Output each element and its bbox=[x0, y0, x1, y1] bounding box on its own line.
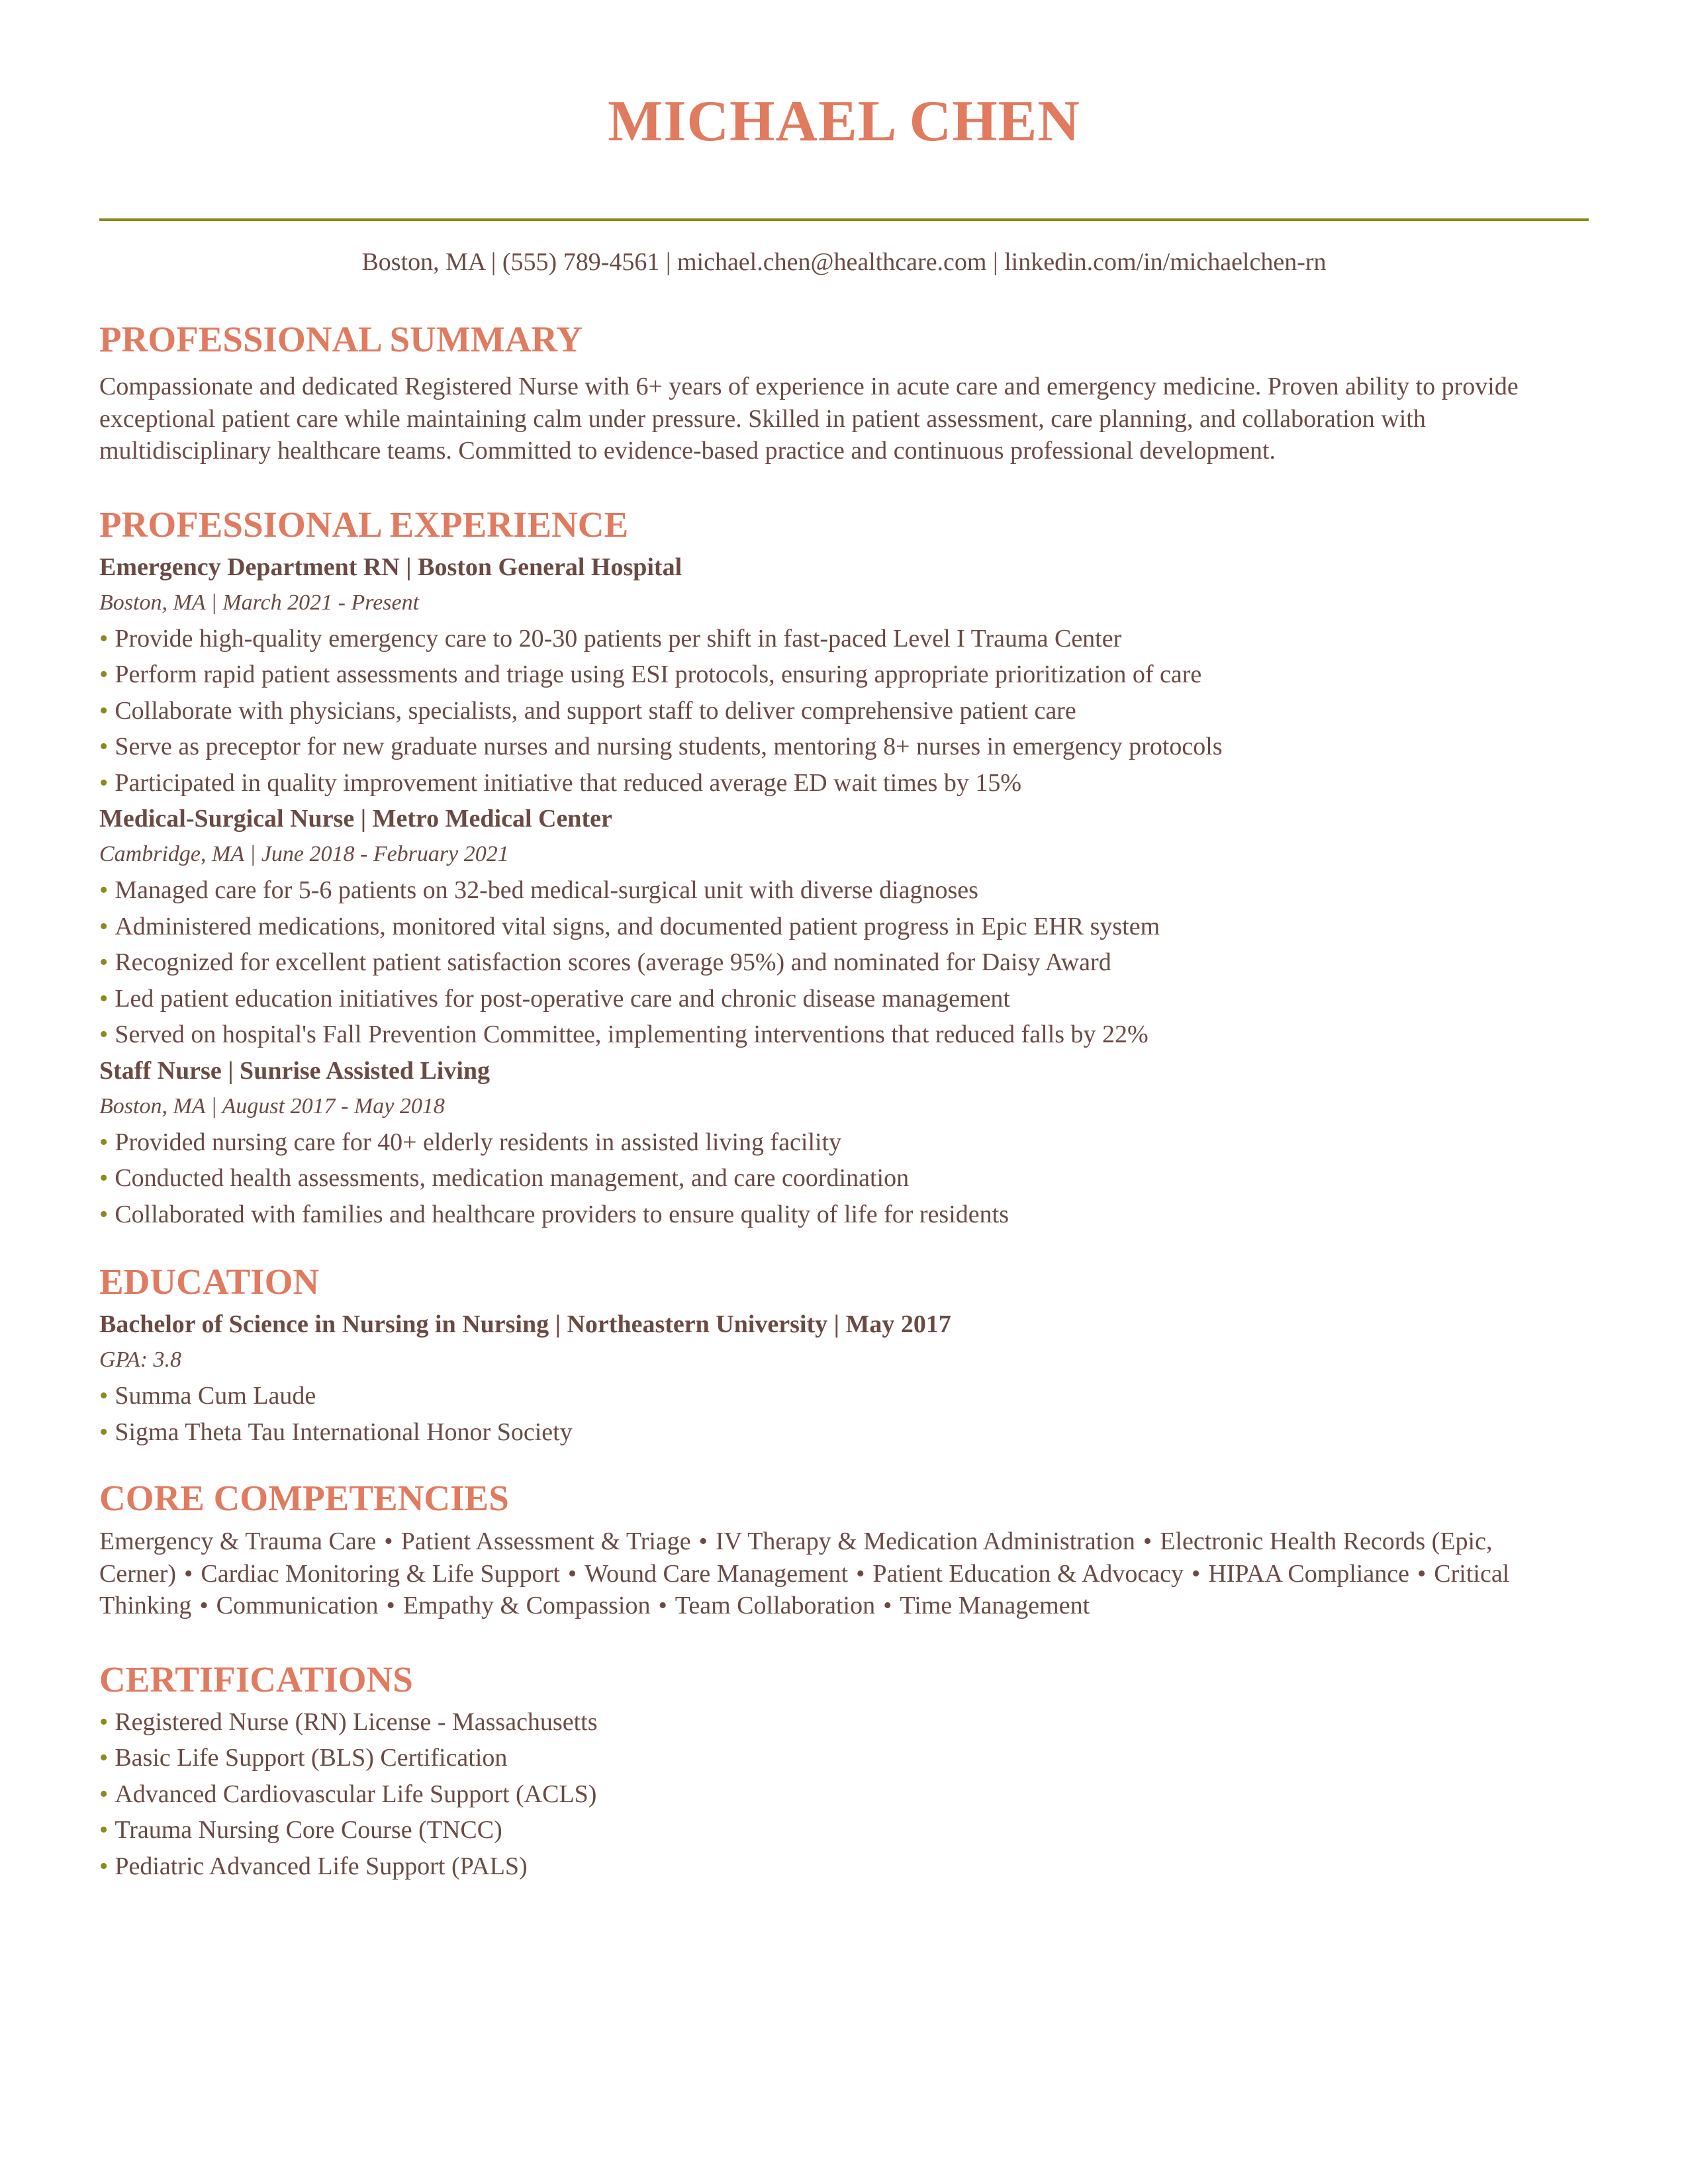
candidate-name: MICHAEL CHEN bbox=[608, 89, 1080, 154]
separator: • bbox=[1143, 1527, 1152, 1555]
job-bullets bbox=[99, 621, 1589, 801]
summary-section bbox=[99, 316, 1589, 467]
competencies-heading: CORE COMPETENCIES bbox=[99, 1478, 509, 1518]
list-item: • Perform rapid patient assessments and triage using ESI protocols, ensuring appropriate prioritization of care bbox=[99, 660, 1202, 688]
bullet-icon: • bbox=[99, 660, 109, 688]
certifications-bullets bbox=[99, 1704, 1589, 1885]
competency-item: Electronic Health Records (Epic, Cerner) bbox=[99, 1527, 1493, 1588]
job-entry bbox=[99, 1053, 1589, 1233]
separator: • bbox=[883, 1592, 892, 1619]
list-item: • Participated in quality improvement initiative that reduced average ED wait times by 15% bbox=[99, 768, 1022, 797]
competency-item: Emergency & Trauma Care bbox=[99, 1527, 377, 1555]
competencies-list bbox=[99, 1525, 1589, 1622]
separator: • bbox=[1192, 1559, 1201, 1588]
job-title: Medical-Surgical Nurse | Metro Medical Center bbox=[99, 805, 612, 833]
competency-item: HIPAA Compliance bbox=[1208, 1559, 1409, 1588]
competency-item: Wound Care Management bbox=[585, 1559, 849, 1588]
job-location-dates: Boston, MA | March 2021 - Present bbox=[99, 590, 420, 615]
competency-item: Team Collaboration bbox=[675, 1592, 876, 1619]
gpa: GPA: 3.8 bbox=[99, 1347, 182, 1372]
list-item: • Provided nursing care for 40+ elderly residents in assisted living facility bbox=[99, 1128, 842, 1156]
certifications-section bbox=[99, 1657, 1589, 1885]
list-item: • Administered medications, monitored vital signs, and documented patient progress in Epic EHR system bbox=[99, 912, 1160, 940]
list-item: • Pediatric Advanced Life Support (PALS) bbox=[99, 1852, 528, 1880]
job-bullets bbox=[99, 872, 1589, 1053]
bullet-icon: • bbox=[99, 912, 109, 940]
list-item: • Sigma Theta Tau International Honor Society bbox=[99, 1418, 573, 1446]
bullet-icon: • bbox=[99, 948, 109, 976]
competency-item: Time Management bbox=[900, 1592, 1090, 1619]
list-item: • Registered Nurse (RN) License - Massachusetts bbox=[99, 1707, 598, 1736]
competency-item: Empathy & Compassion bbox=[402, 1592, 651, 1619]
competencies-section bbox=[99, 1475, 1589, 1622]
summary-text: Compassionate and dedicated Registered Nurse with 6+ years of experience in acute care and emergency medicine. Proven ability to provide exceptional patient care while maintaining calm under pressure. Skilled in patient assessment, care planning, and collaboration with multidisciplinary healthcare teams. Committed to evidence-based practice and continuous professional development. bbox=[99, 373, 1519, 465]
bullet-icon: • bbox=[99, 696, 109, 725]
degree-title: Bachelor of Science in Nursing in Nursing | Northeastern University | May 2017 bbox=[99, 1310, 951, 1338]
list-item: • Provide high-quality emergency care to 20-30 patients per shift in fast-paced Level I Trauma Center bbox=[99, 624, 1122, 653]
separator: • bbox=[856, 1559, 865, 1588]
list-item: • Advanced Cardiovascular Life Support (ACLS) bbox=[99, 1780, 597, 1808]
job-title: Staff Nurse | Sunrise Assisted Living bbox=[99, 1056, 491, 1085]
job-location-dates: Boston, MA | August 2017 - May 2018 bbox=[99, 1093, 445, 1118]
bullet-icon: • bbox=[99, 984, 109, 1013]
bullet-icon: • bbox=[99, 1780, 109, 1808]
list-item: • Conducted health assessments, medication management, and care coordination bbox=[99, 1164, 910, 1192]
list-item: • Summa Cum Laude bbox=[99, 1382, 316, 1410]
list-item: • Collaborated with families and healthcare providers to ensure quality of life for residents bbox=[99, 1200, 1009, 1228]
experience-heading: PROFESSIONAL EXPERIENCE bbox=[99, 504, 629, 545]
list-item: • Served on hospital's Fall Prevention Committee, implementing interventions that reduced falls by 22% bbox=[99, 1021, 1149, 1048]
competency-item: Cardiac Monitoring & Life Support bbox=[201, 1559, 560, 1588]
list-item: • Managed care for 5-6 patients on 32-bed medical-surgical unit with diverse diagnoses bbox=[99, 876, 978, 904]
list-item: • Trauma Nursing Core Course (TNCC) bbox=[99, 1816, 502, 1844]
separator: • bbox=[184, 1559, 193, 1588]
header-divider bbox=[99, 218, 1589, 221]
bullet-icon: • bbox=[99, 1816, 109, 1844]
list-item: • Collaborate with physicians, specialists, and support staff to deliver comprehensive patient care bbox=[99, 696, 1076, 725]
job-entry bbox=[99, 801, 1589, 1053]
education-heading: EDUCATION bbox=[99, 1261, 320, 1302]
job-bullets bbox=[99, 1124, 1589, 1233]
bullet-icon: • bbox=[99, 1200, 109, 1228]
bullet-icon: • bbox=[99, 876, 109, 904]
experience-section bbox=[99, 502, 1589, 1233]
separator: • bbox=[567, 1559, 577, 1588]
list-item: • Led patient education initiatives for post-operative care and chronic disease management bbox=[99, 984, 1010, 1013]
bullet-icon: • bbox=[99, 1744, 109, 1772]
separator: • bbox=[1417, 1559, 1427, 1588]
separator: • bbox=[386, 1592, 395, 1619]
separator: • bbox=[698, 1527, 708, 1555]
list-item: • Basic Life Support (BLS) Certification bbox=[99, 1744, 508, 1772]
competency-item: Critical Thinking bbox=[99, 1559, 1510, 1619]
bullet-icon: • bbox=[99, 1418, 109, 1446]
resume-body bbox=[99, 316, 1589, 1884]
job-title: Emergency Department RN | Boston General Hospital bbox=[99, 553, 682, 581]
list-item: • Recognized for excellent patient satisfaction scores (average 95%) and nominated for Daisy Award bbox=[99, 948, 1111, 976]
contact-line: Boston, MA | (555) 789-4561 | michael.chen@healthcare.com | linkedin.com/in/michaelchen-rn bbox=[361, 248, 1327, 276]
bullet-icon: • bbox=[99, 1164, 109, 1192]
bullet-icon: • bbox=[99, 733, 109, 760]
separator: • bbox=[384, 1527, 393, 1555]
bullet-icon: • bbox=[99, 1852, 109, 1880]
education-bullets bbox=[99, 1378, 1589, 1450]
competency-item: Patient Assessment & Triage bbox=[400, 1527, 691, 1555]
certifications-heading: CERTIFICATIONS bbox=[99, 1659, 413, 1700]
summary-heading: PROFESSIONAL SUMMARY bbox=[99, 319, 583, 359]
bullet-icon: • bbox=[99, 1707, 109, 1736]
bullet-icon: • bbox=[99, 1382, 109, 1410]
bullet-icon: • bbox=[99, 768, 109, 797]
separator: • bbox=[658, 1592, 667, 1619]
separator: • bbox=[199, 1592, 209, 1619]
bullet-icon: • bbox=[99, 1021, 109, 1048]
bullet-icon: • bbox=[99, 624, 109, 653]
bullet-icon: • bbox=[99, 1128, 109, 1156]
competency-item: IV Therapy & Medication Administration bbox=[715, 1527, 1135, 1555]
job-entry bbox=[99, 549, 1589, 801]
competency-item: Communication bbox=[216, 1592, 379, 1619]
job-location-dates: Cambridge, MA | June 2018 - February 2021 bbox=[99, 842, 509, 866]
education-section bbox=[99, 1259, 1589, 1450]
competency-item: Patient Education & Advocacy bbox=[872, 1559, 1184, 1588]
list-item: • Serve as preceptor for new graduate nurses and nursing students, mentoring 8+ nurses in emergency protocols bbox=[99, 733, 1223, 760]
